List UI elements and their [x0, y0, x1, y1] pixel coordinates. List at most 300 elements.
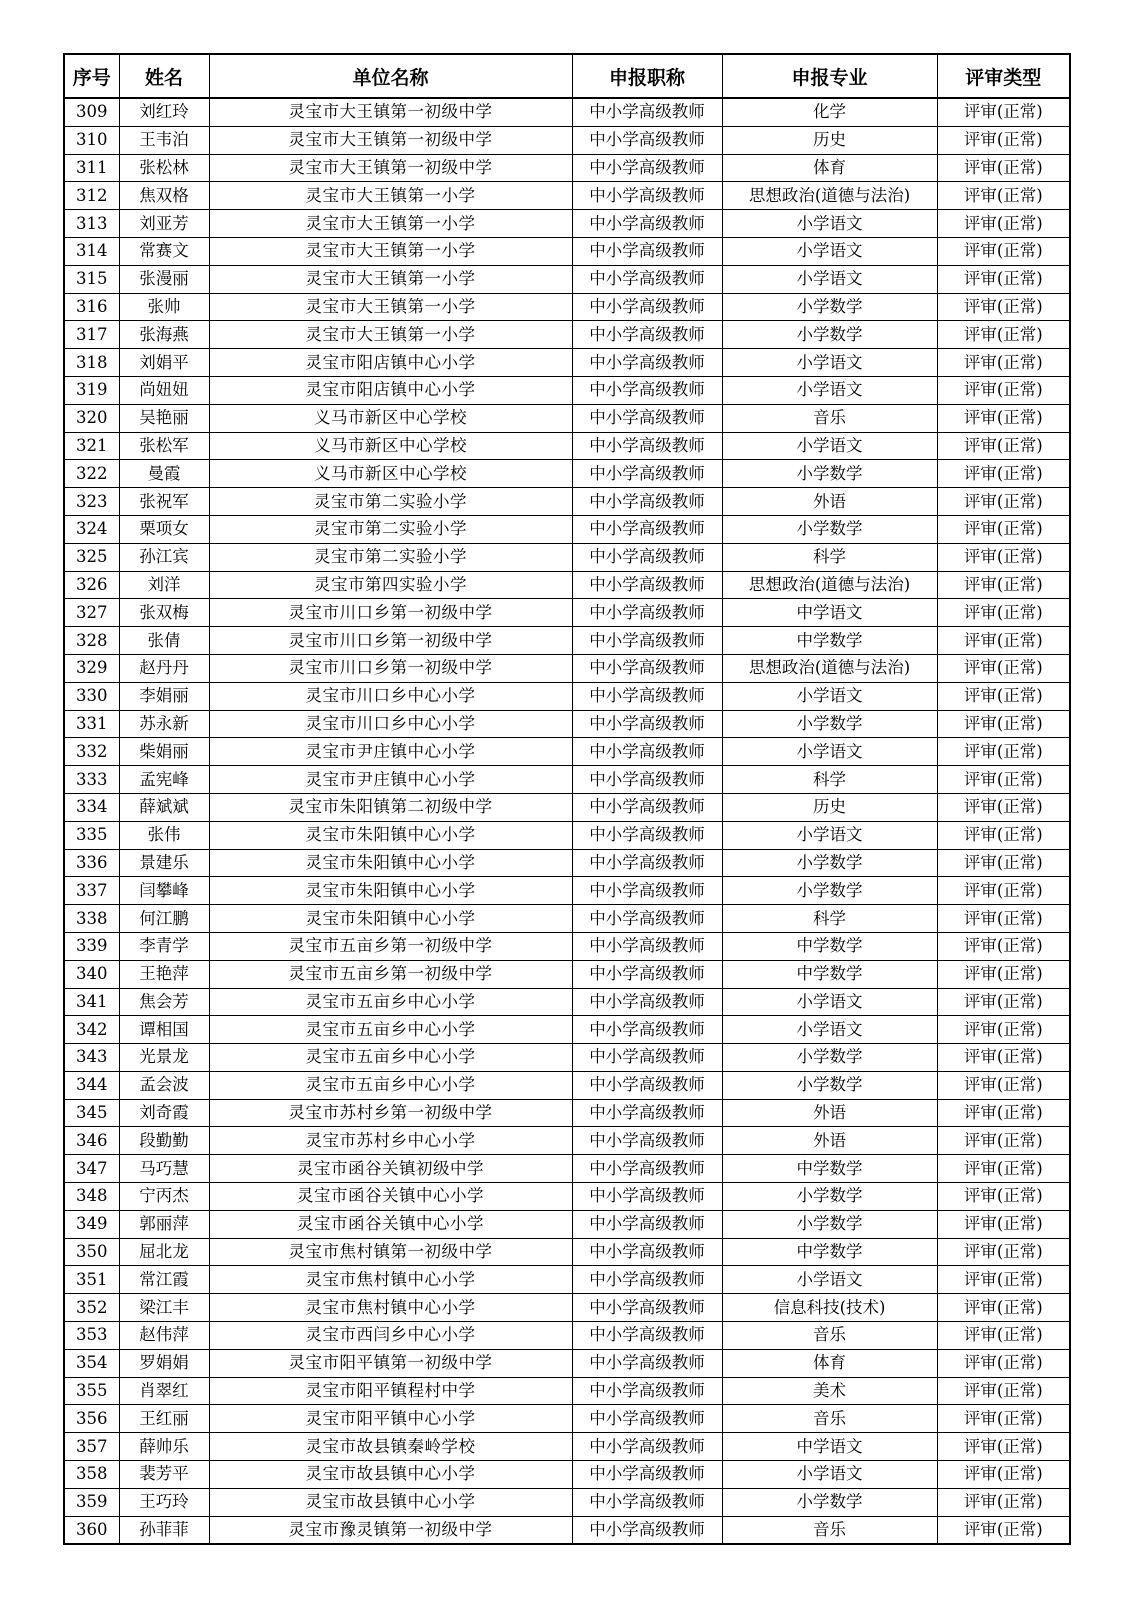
- table-row: [64, 1127, 1070, 1155]
- table-row: [64, 766, 1070, 794]
- table-row: [64, 1488, 1070, 1516]
- cell-title: 中小学高级教师: [572, 1238, 722, 1266]
- cell-name: 刘娟平: [119, 349, 209, 377]
- table-row: [64, 627, 1070, 655]
- table-row: [64, 265, 1070, 293]
- cell-title: 中小学高级教师: [572, 654, 722, 682]
- cell-unit: 灵宝市大王镇第一初级中学: [209, 98, 572, 126]
- cell-title: 中小学高级教师: [572, 1016, 722, 1044]
- cell-major: 小学语文: [722, 682, 937, 710]
- table-row: [64, 682, 1070, 710]
- cell-name: 常赛文: [119, 237, 209, 265]
- cell-unit: 灵宝市川口乡第一初级中学: [209, 599, 572, 627]
- cell-review-type: 评审(正常): [937, 905, 1070, 933]
- cell-name: 张松林: [119, 154, 209, 182]
- cell-index: 331: [64, 710, 119, 738]
- cell-unit: 灵宝市大王镇第一初级中学: [209, 154, 572, 182]
- cell-title: 中小学高级教师: [572, 1433, 722, 1461]
- header-title: 申报职称: [572, 54, 722, 98]
- table-row: [64, 1155, 1070, 1183]
- cell-name: 薛斌斌: [119, 793, 209, 821]
- cell-title: 中小学高级教师: [572, 1405, 722, 1433]
- cell-title: 中小学高级教师: [572, 793, 722, 821]
- cell-review-type: 评审(正常): [937, 1099, 1070, 1127]
- cell-unit: 灵宝市焦村镇中心小学: [209, 1294, 572, 1322]
- cell-major: 外语: [722, 1127, 937, 1155]
- cell-index: 325: [64, 543, 119, 571]
- cell-name: 张松军: [119, 432, 209, 460]
- cell-major: 小学语文: [722, 1266, 937, 1294]
- cell-index: 335: [64, 821, 119, 849]
- cell-review-type: 评审(正常): [937, 571, 1070, 599]
- cell-name: 孙江宾: [119, 543, 209, 571]
- cell-unit: 灵宝市大王镇第一小学: [209, 293, 572, 321]
- table-row: [64, 1099, 1070, 1127]
- cell-major: 外语: [722, 1099, 937, 1127]
- cell-name: 张海燕: [119, 321, 209, 349]
- cell-title: 中小学高级教师: [572, 265, 722, 293]
- cell-title: 中小学高级教师: [572, 293, 722, 321]
- cell-title: 中小学高级教师: [572, 1044, 722, 1072]
- cell-major: 小学数学: [722, 1210, 937, 1238]
- cell-unit: 灵宝市焦村镇第一初级中学: [209, 1238, 572, 1266]
- cell-index: 357: [64, 1433, 119, 1461]
- table-row: [64, 1183, 1070, 1211]
- cell-title: 中小学高级教师: [572, 460, 722, 488]
- cell-unit: 灵宝市故县镇秦岭学校: [209, 1433, 572, 1461]
- cell-review-type: 评审(正常): [937, 1127, 1070, 1155]
- cell-name: 赵伟萍: [119, 1322, 209, 1350]
- cell-review-type: 评审(正常): [937, 654, 1070, 682]
- cell-major: 小学语文: [722, 210, 937, 238]
- cell-title: 中小学高级教师: [572, 321, 722, 349]
- cell-index: 310: [64, 126, 119, 154]
- cell-index: 314: [64, 237, 119, 265]
- table-row: [64, 182, 1070, 210]
- cell-name: 闫攀峰: [119, 877, 209, 905]
- cell-title: 中小学高级教师: [572, 1488, 722, 1516]
- cell-unit: 灵宝市五亩乡中心小学: [209, 988, 572, 1016]
- header-name: 姓名: [119, 54, 209, 98]
- table-row: [64, 404, 1070, 432]
- cell-review-type: 评审(正常): [937, 1183, 1070, 1211]
- cell-index: 326: [64, 571, 119, 599]
- cell-major: 小学数学: [722, 1071, 937, 1099]
- cell-unit: 灵宝市五亩乡中心小学: [209, 1071, 572, 1099]
- cell-name: 孟会波: [119, 1071, 209, 1099]
- cell-review-type: 评审(正常): [937, 1433, 1070, 1461]
- cell-index: 334: [64, 793, 119, 821]
- cell-major: 小学语文: [722, 376, 937, 404]
- table-row: [64, 460, 1070, 488]
- cell-name: 赵丹丹: [119, 654, 209, 682]
- cell-index: 358: [64, 1461, 119, 1489]
- cell-title: 中小学高级教师: [572, 349, 722, 377]
- cell-name: 张祝军: [119, 488, 209, 516]
- cell-index: 343: [64, 1044, 119, 1072]
- cell-major: 小学数学: [722, 1183, 937, 1211]
- cell-major: 小学数学: [722, 849, 937, 877]
- cell-review-type: 评审(正常): [937, 154, 1070, 182]
- cell-major: 小学语文: [722, 237, 937, 265]
- cell-name: 谭相国: [119, 1016, 209, 1044]
- cell-name: 景建乐: [119, 849, 209, 877]
- cell-index: 323: [64, 488, 119, 516]
- cell-title: 中小学高级教师: [572, 1516, 722, 1544]
- cell-index: 321: [64, 432, 119, 460]
- cell-title: 中小学高级教师: [572, 1377, 722, 1405]
- table-row: [64, 1266, 1070, 1294]
- cell-unit: 灵宝市大王镇第一小学: [209, 265, 572, 293]
- cell-title: 中小学高级教师: [572, 1183, 722, 1211]
- cell-major: 小学数学: [722, 515, 937, 543]
- cell-major: 信息科技(技术): [722, 1294, 937, 1322]
- cell-name: 何江鹏: [119, 905, 209, 933]
- cell-title: 中小学高级教师: [572, 432, 722, 460]
- table-row: [64, 849, 1070, 877]
- cell-review-type: 评审(正常): [937, 766, 1070, 794]
- cell-unit: 灵宝市阳平镇程村中学: [209, 1377, 572, 1405]
- table-row: [64, 1461, 1070, 1489]
- table-row: [64, 349, 1070, 377]
- cell-title: 中小学高级教师: [572, 1210, 722, 1238]
- cell-unit: 灵宝市第二实验小学: [209, 488, 572, 516]
- cell-index: 348: [64, 1183, 119, 1211]
- cell-name: 曼霞: [119, 460, 209, 488]
- cell-major: 思想政治(道德与法治): [722, 654, 937, 682]
- cell-review-type: 评审(正常): [937, 1294, 1070, 1322]
- cell-index: 360: [64, 1516, 119, 1544]
- cell-name: 张倩: [119, 627, 209, 655]
- cell-major: 中学语文: [722, 599, 937, 627]
- table-row: [64, 432, 1070, 460]
- table-row: [64, 932, 1070, 960]
- cell-unit: 灵宝市阳店镇中心小学: [209, 376, 572, 404]
- cell-title: 中小学高级教师: [572, 932, 722, 960]
- cell-index: 352: [64, 1294, 119, 1322]
- table-row: [64, 988, 1070, 1016]
- cell-review-type: 评审(正常): [937, 1071, 1070, 1099]
- cell-title: 中小学高级教师: [572, 1322, 722, 1350]
- cell-unit: 灵宝市五亩乡中心小学: [209, 1044, 572, 1072]
- cell-name: 光景龙: [119, 1044, 209, 1072]
- table-row: [64, 210, 1070, 238]
- cell-name: 张帅: [119, 293, 209, 321]
- cell-name: 张双梅: [119, 599, 209, 627]
- cell-title: 中小学高级教师: [572, 766, 722, 794]
- cell-review-type: 评审(正常): [937, 1349, 1070, 1377]
- table-header: [64, 54, 1070, 98]
- cell-review-type: 评审(正常): [937, 293, 1070, 321]
- header-review-type: 评审类型: [937, 54, 1070, 98]
- cell-review-type: 评审(正常): [937, 738, 1070, 766]
- cell-major: 小学数学: [722, 321, 937, 349]
- cell-review-type: 评审(正常): [937, 1322, 1070, 1350]
- cell-title: 中小学高级教师: [572, 627, 722, 655]
- table-row: [64, 599, 1070, 627]
- cell-major: 小学语文: [722, 1016, 937, 1044]
- cell-name: 张漫丽: [119, 265, 209, 293]
- cell-index: 346: [64, 1127, 119, 1155]
- cell-title: 中小学高级教师: [572, 821, 722, 849]
- cell-index: 337: [64, 877, 119, 905]
- cell-name: 尚妞妞: [119, 376, 209, 404]
- table-row: [64, 321, 1070, 349]
- cell-review-type: 评审(正常): [937, 349, 1070, 377]
- cell-index: 313: [64, 210, 119, 238]
- cell-unit: 灵宝市西闫乡中心小学: [209, 1322, 572, 1350]
- cell-index: 329: [64, 654, 119, 682]
- cell-review-type: 评审(正常): [937, 126, 1070, 154]
- cell-title: 中小学高级教师: [572, 182, 722, 210]
- cell-title: 中小学高级教师: [572, 237, 722, 265]
- cell-index: 318: [64, 349, 119, 377]
- cell-unit: 灵宝市川口乡中心小学: [209, 710, 572, 738]
- cell-unit: 灵宝市焦村镇中心小学: [209, 1266, 572, 1294]
- cell-unit: 灵宝市苏村乡中心小学: [209, 1127, 572, 1155]
- cell-review-type: 评审(正常): [937, 210, 1070, 238]
- cell-unit: 灵宝市阳店镇中心小学: [209, 349, 572, 377]
- cell-index: 342: [64, 1016, 119, 1044]
- cell-review-type: 评审(正常): [937, 460, 1070, 488]
- cell-review-type: 评审(正常): [937, 321, 1070, 349]
- cell-name: 梁江丰: [119, 1294, 209, 1322]
- table-row: [64, 654, 1070, 682]
- cell-index: 315: [64, 265, 119, 293]
- cell-name: 张伟: [119, 821, 209, 849]
- cell-unit: 灵宝市故县镇中心小学: [209, 1488, 572, 1516]
- cell-index: 336: [64, 849, 119, 877]
- cell-name: 王艳萍: [119, 960, 209, 988]
- cell-index: 333: [64, 766, 119, 794]
- cell-unit: 灵宝市第二实验小学: [209, 543, 572, 571]
- cell-unit: 灵宝市五亩乡中心小学: [209, 1016, 572, 1044]
- cell-title: 中小学高级教师: [572, 543, 722, 571]
- cell-name: 柴娟丽: [119, 738, 209, 766]
- table-row: [64, 1071, 1070, 1099]
- cell-review-type: 评审(正常): [937, 1044, 1070, 1072]
- cell-major: 小学语文: [722, 265, 937, 293]
- cell-title: 中小学高级教师: [572, 905, 722, 933]
- table-body: [64, 98, 1070, 1544]
- cell-name: 宁丙杰: [119, 1183, 209, 1211]
- cell-index: 344: [64, 1071, 119, 1099]
- cell-unit: 义马市新区中心学校: [209, 404, 572, 432]
- cell-major: 小学数学: [722, 877, 937, 905]
- cell-major: 小学数学: [722, 1044, 937, 1072]
- header-unit: 单位名称: [209, 54, 572, 98]
- cell-title: 中小学高级教师: [572, 877, 722, 905]
- table-row: [64, 1322, 1070, 1350]
- table-row: [64, 543, 1070, 571]
- cell-index: 320: [64, 404, 119, 432]
- cell-major: 科学: [722, 766, 937, 794]
- cell-review-type: 评审(正常): [937, 821, 1070, 849]
- cell-unit: 灵宝市豫灵镇第一初级中学: [209, 1516, 572, 1544]
- cell-review-type: 评审(正常): [937, 98, 1070, 126]
- cell-name: 苏永新: [119, 710, 209, 738]
- cell-review-type: 评审(正常): [937, 710, 1070, 738]
- cell-index: 317: [64, 321, 119, 349]
- cell-review-type: 评审(正常): [937, 432, 1070, 460]
- cell-name: 肖翠红: [119, 1377, 209, 1405]
- cell-major: 小学语文: [722, 988, 937, 1016]
- cell-name: 刘亚芳: [119, 210, 209, 238]
- cell-title: 中小学高级教师: [572, 960, 722, 988]
- cell-review-type: 评审(正常): [937, 932, 1070, 960]
- cell-review-type: 评审(正常): [937, 877, 1070, 905]
- cell-unit: 灵宝市大王镇第一小学: [209, 210, 572, 238]
- cell-index: 332: [64, 738, 119, 766]
- header-index: 序号: [64, 54, 119, 98]
- cell-index: 347: [64, 1155, 119, 1183]
- cell-unit: 灵宝市朱阳镇中心小学: [209, 849, 572, 877]
- cell-title: 中小学高级教师: [572, 404, 722, 432]
- cell-title: 中小学高级教师: [572, 571, 722, 599]
- cell-title: 中小学高级教师: [572, 488, 722, 516]
- cell-major: 思想政治(道德与法治): [722, 571, 937, 599]
- cell-review-type: 评审(正常): [937, 404, 1070, 432]
- cell-unit: 灵宝市大王镇第一小学: [209, 182, 572, 210]
- table-row: [64, 98, 1070, 126]
- cell-major: 小学语文: [722, 738, 937, 766]
- table-row: [64, 1405, 1070, 1433]
- cell-major: 化学: [722, 98, 937, 126]
- cell-major: 中学语文: [722, 1433, 937, 1461]
- cell-review-type: 评审(正常): [937, 1488, 1070, 1516]
- header-row: [64, 54, 1070, 98]
- cell-major: 体育: [722, 1349, 937, 1377]
- cell-unit: 灵宝市五亩乡第一初级中学: [209, 932, 572, 960]
- cell-major: 音乐: [722, 1322, 937, 1350]
- table-row: [64, 960, 1070, 988]
- cell-unit: 灵宝市尹庄镇中心小学: [209, 766, 572, 794]
- cell-title: 中小学高级教师: [572, 738, 722, 766]
- cell-name: 王红丽: [119, 1405, 209, 1433]
- table-row: [64, 1016, 1070, 1044]
- cell-title: 中小学高级教师: [572, 154, 722, 182]
- cell-name: 栗项女: [119, 515, 209, 543]
- cell-unit: 灵宝市第四实验小学: [209, 571, 572, 599]
- cell-unit: 灵宝市第二实验小学: [209, 515, 572, 543]
- table-row: [64, 877, 1070, 905]
- cell-unit: 灵宝市函谷关镇初级中学: [209, 1155, 572, 1183]
- cell-name: 孟宪峰: [119, 766, 209, 794]
- cell-unit: 灵宝市大王镇第一小学: [209, 321, 572, 349]
- cell-major: 小学语文: [722, 821, 937, 849]
- table-row: [64, 488, 1070, 516]
- cell-review-type: 评审(正常): [937, 1155, 1070, 1183]
- cell-review-type: 评审(正常): [937, 627, 1070, 655]
- cell-major: 音乐: [722, 1405, 937, 1433]
- cell-index: 356: [64, 1405, 119, 1433]
- cell-unit: 灵宝市朱阳镇中心小学: [209, 821, 572, 849]
- cell-major: 小学数学: [722, 710, 937, 738]
- table-row: [64, 793, 1070, 821]
- table-row: [64, 738, 1070, 766]
- cell-index: 327: [64, 599, 119, 627]
- cell-major: 小学语文: [722, 349, 937, 377]
- cell-unit: 灵宝市苏村乡第一初级中学: [209, 1099, 572, 1127]
- cell-name: 吴艳丽: [119, 404, 209, 432]
- cell-major: 小学数学: [722, 293, 937, 321]
- cell-major: 中学数学: [722, 960, 937, 988]
- cell-major: 中学数学: [722, 627, 937, 655]
- cell-major: 中学数学: [722, 1155, 937, 1183]
- cell-review-type: 评审(正常): [937, 1377, 1070, 1405]
- cell-name: 李娟丽: [119, 682, 209, 710]
- cell-index: 309: [64, 98, 119, 126]
- cell-title: 中小学高级教师: [572, 599, 722, 627]
- table-row: [64, 1044, 1070, 1072]
- cell-unit: 灵宝市尹庄镇中心小学: [209, 738, 572, 766]
- cell-index: 311: [64, 154, 119, 182]
- table-row: [64, 237, 1070, 265]
- cell-review-type: 评审(正常): [937, 793, 1070, 821]
- cell-unit: 灵宝市故县镇中心小学: [209, 1461, 572, 1489]
- cell-index: 340: [64, 960, 119, 988]
- cell-review-type: 评审(正常): [937, 1516, 1070, 1544]
- cell-name: 王巧玲: [119, 1488, 209, 1516]
- cell-name: 焦会芳: [119, 988, 209, 1016]
- cell-review-type: 评审(正常): [937, 599, 1070, 627]
- cell-major: 音乐: [722, 1516, 937, 1544]
- cell-name: 刘红玲: [119, 98, 209, 126]
- table-row: [64, 1516, 1070, 1544]
- cell-title: 中小学高级教师: [572, 1071, 722, 1099]
- cell-unit: 灵宝市朱阳镇中心小学: [209, 877, 572, 905]
- cell-unit: 灵宝市朱阳镇第二初级中学: [209, 793, 572, 821]
- cell-review-type: 评审(正常): [937, 182, 1070, 210]
- cell-title: 中小学高级教师: [572, 1294, 722, 1322]
- cell-major: 体育: [722, 154, 937, 182]
- table-row: [64, 710, 1070, 738]
- cell-title: 中小学高级教师: [572, 376, 722, 404]
- cell-title: 中小学高级教师: [572, 1461, 722, 1489]
- cell-index: 345: [64, 1099, 119, 1127]
- cell-index: 339: [64, 932, 119, 960]
- cell-index: 353: [64, 1322, 119, 1350]
- cell-index: 338: [64, 905, 119, 933]
- cell-unit: 灵宝市大王镇第一小学: [209, 237, 572, 265]
- cell-review-type: 评审(正常): [937, 682, 1070, 710]
- cell-index: 355: [64, 1377, 119, 1405]
- cell-review-type: 评审(正常): [937, 515, 1070, 543]
- table-row: [64, 154, 1070, 182]
- cell-unit: 灵宝市函谷关镇中心小学: [209, 1210, 572, 1238]
- cell-major: 思想政治(道德与法治): [722, 182, 937, 210]
- cell-name: 罗娟娟: [119, 1349, 209, 1377]
- cell-major: 小学语文: [722, 1461, 937, 1489]
- cell-title: 中小学高级教师: [572, 126, 722, 154]
- table-row: [64, 126, 1070, 154]
- cell-name: 裴芳平: [119, 1461, 209, 1489]
- cell-review-type: 评审(正常): [937, 1266, 1070, 1294]
- cell-title: 中小学高级教师: [572, 1155, 722, 1183]
- cell-name: 段勤勤: [119, 1127, 209, 1155]
- cell-major: 小学数学: [722, 460, 937, 488]
- table-row: [64, 1210, 1070, 1238]
- cell-review-type: 评审(正常): [937, 1210, 1070, 1238]
- cell-major: 音乐: [722, 404, 937, 432]
- cell-review-type: 评审(正常): [937, 1405, 1070, 1433]
- cell-title: 中小学高级教师: [572, 1349, 722, 1377]
- cell-review-type: 评审(正常): [937, 1238, 1070, 1266]
- cell-unit: 灵宝市川口乡第一初级中学: [209, 627, 572, 655]
- table-row: [64, 1294, 1070, 1322]
- table-row: [64, 905, 1070, 933]
- cell-name: 郭丽萍: [119, 1210, 209, 1238]
